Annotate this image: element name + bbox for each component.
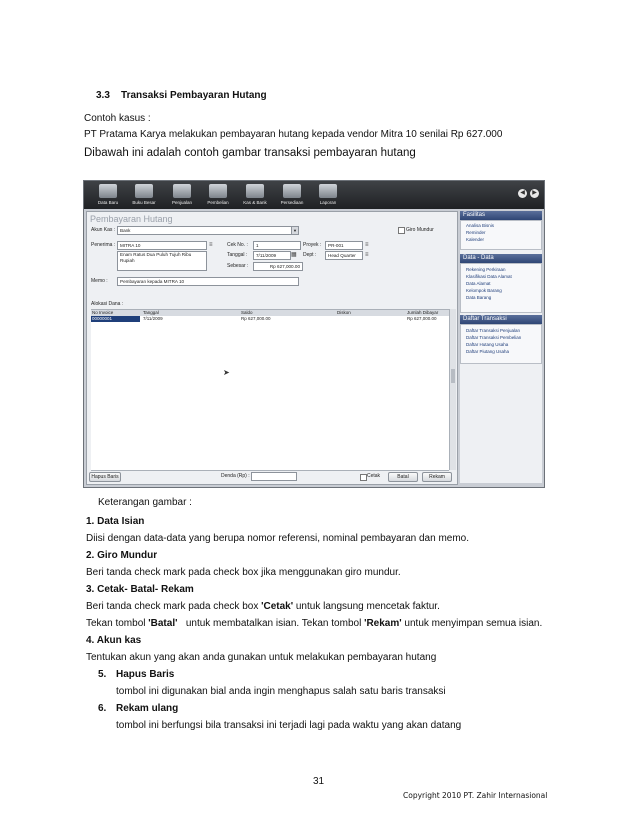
toolbar-label: Laporan bbox=[319, 200, 337, 205]
data-data-panel bbox=[460, 263, 542, 313]
grid-header bbox=[91, 309, 449, 316]
toolbar-pembelian-button[interactable] bbox=[200, 183, 236, 207]
nav-back-icon[interactable]: ◀ bbox=[518, 189, 527, 198]
note-4-body: Tentukan akun yang akan anda gunakan untuk melakukan pembayaran hutang bbox=[86, 652, 437, 663]
note-5-heading: Hapus Baris bbox=[116, 669, 175, 680]
rekam-button[interactable]: Rekam bbox=[422, 472, 452, 482]
section-title: Transaksi Pembayaran Hutang bbox=[121, 90, 267, 101]
note-3-line-2 bbox=[86, 618, 542, 630]
akun-kas-select[interactable] bbox=[117, 226, 299, 235]
fasilitas-panel bbox=[460, 220, 542, 250]
cetak-checkbox[interactable] bbox=[360, 474, 367, 481]
payment-form bbox=[86, 211, 458, 485]
cell-jumlah: Rp 627,000.00 bbox=[407, 316, 437, 321]
proyek-field[interactable]: PR-001 bbox=[325, 241, 363, 250]
link-daftar-penjualan[interactable]: Daftar Transaksi Penjualan bbox=[466, 328, 521, 333]
penerima-label: Penerima : bbox=[91, 242, 116, 248]
penerima-field[interactable]: MITRA 10 bbox=[117, 241, 207, 250]
lookup-icon[interactable]: ≡ bbox=[209, 242, 213, 248]
dept-field[interactable]: Head Quarter bbox=[325, 251, 363, 260]
toolbar-laporan-button[interactable] bbox=[310, 183, 346, 207]
link-data-barang[interactable]: Data Barang bbox=[466, 295, 492, 300]
toolbar-label: Kas & Bank bbox=[243, 200, 267, 205]
dept-label: Dept : bbox=[303, 252, 317, 258]
app-toolbar bbox=[84, 181, 544, 209]
toolbar-label: Buku Besar bbox=[132, 200, 156, 205]
memo-field[interactable]: Pembayaran kepada MITRA 10 bbox=[117, 277, 299, 286]
akun-kas-value: Bank bbox=[120, 228, 131, 233]
note-4-heading: 4. Akun kas bbox=[86, 635, 142, 646]
purchase-icon bbox=[209, 184, 227, 198]
report-icon bbox=[319, 184, 337, 198]
note-6-heading: Rekam ulang bbox=[116, 703, 179, 714]
sebesar-label: Sebesar : bbox=[227, 263, 249, 269]
link-kelompok-barang[interactable]: Kelompok Barang bbox=[466, 288, 502, 293]
cell-saldo: Rp 627,000.00 bbox=[241, 316, 271, 321]
keterangan-label: Keterangan gambar : bbox=[98, 497, 192, 508]
cetak-label: Cetak bbox=[367, 473, 381, 479]
tanggal-field[interactable]: 7/11/2009 bbox=[253, 251, 291, 260]
note-6-number: 6. bbox=[98, 703, 107, 714]
grid-body[interactable] bbox=[91, 322, 449, 471]
link-daftar-pembelian[interactable]: Daftar Transaksi Pembelian bbox=[466, 335, 522, 340]
akun-kas-label: Akun Kas : bbox=[91, 227, 116, 233]
inventory-icon bbox=[283, 184, 301, 198]
note-3-heading: 3. Cetak- Batal- Rekam bbox=[86, 584, 194, 595]
text-run: untuk langsung mencetak faktur. bbox=[293, 601, 440, 612]
toolbar-persediaan-button[interactable] bbox=[274, 183, 310, 207]
section-number: 3.3 bbox=[96, 90, 110, 101]
app-screenshot bbox=[83, 180, 545, 488]
link-daftar-piutang[interactable]: Daftar Piutang Usaha bbox=[466, 349, 510, 354]
link-rekening[interactable]: Rekening Perkiraan bbox=[466, 267, 506, 272]
memo-label: Memo : bbox=[91, 278, 108, 284]
col-header: Jumlah Dibayar bbox=[407, 310, 439, 315]
tanggal-label: Tanggal : bbox=[227, 252, 248, 258]
batal-term: 'Batal' bbox=[148, 618, 178, 629]
lookup-icon[interactable]: ≡ bbox=[365, 242, 369, 248]
link-kalender[interactable]: Kalender bbox=[466, 237, 485, 242]
daftar-transaksi-panel bbox=[460, 324, 542, 364]
toolbar-label: Pembelian bbox=[207, 200, 229, 205]
scroll-thumb[interactable] bbox=[451, 369, 455, 383]
new-data-icon bbox=[99, 184, 117, 198]
alokasi-label: Alokasi Dana : bbox=[91, 301, 124, 307]
toolbar-label: Penjualan bbox=[171, 200, 193, 205]
form-title: Pembayaran Hutang bbox=[90, 214, 173, 224]
side-panel bbox=[460, 211, 542, 483]
section-heading bbox=[96, 90, 267, 102]
daftar-transaksi-header: Daftar Transaksi bbox=[460, 315, 542, 324]
note-2-body: Beri tanda check mark pada check box jika menggunakan giro mundur. bbox=[86, 567, 401, 578]
chevron-down-icon: ▼ bbox=[291, 227, 298, 234]
link-analisa-bisnis[interactable]: Analisa Bisnis bbox=[466, 223, 495, 228]
toolbar-label: Persediaan bbox=[280, 200, 304, 205]
nav-forward-icon[interactable]: ▶ bbox=[530, 189, 539, 198]
cash-bank-icon bbox=[246, 184, 264, 198]
lookup-icon[interactable]: ≡ bbox=[365, 252, 369, 258]
text-run: untuk menyimpan semua isian. bbox=[401, 618, 543, 629]
col-header: No Invoice bbox=[92, 310, 114, 315]
toolbar-data-baru-button[interactable] bbox=[90, 183, 126, 207]
data-data-header: Data - Data bbox=[460, 254, 542, 263]
ledger-icon bbox=[135, 184, 153, 198]
giro-mundur-label: Giro Mundur bbox=[406, 227, 434, 233]
case-text: PT Pratama Karya melakukan pembayaran hutang kepada vendor Mitra 10 senilai Rp 627.000 bbox=[84, 129, 503, 140]
copyright: Copyright 2010 PT. Zahir Internasional bbox=[403, 791, 548, 800]
note-5-body: tombol ini digunakan bial anda ingin menghapus salah satu baris transaksi bbox=[116, 686, 446, 697]
proyek-label: Proyek : bbox=[303, 242, 322, 248]
col-header: Diskon bbox=[337, 310, 351, 315]
note-3-line-1 bbox=[86, 601, 440, 613]
address-field[interactable]: Enam Ratus Dua Puluh Tujuh Ribu Rupiah bbox=[117, 251, 207, 271]
toolbar-buku-besar-button[interactable] bbox=[126, 183, 162, 207]
note-1-body: Diisi dengan data-data yang berupa nomor referensi, nominal pembayaran dan memo. bbox=[86, 533, 470, 544]
cek-no-label: Cek No. : bbox=[227, 242, 248, 248]
batal-button[interactable]: Batal bbox=[388, 472, 418, 482]
text-run: Beri tanda check mark pada check box bbox=[86, 601, 262, 612]
denda-label: Denda (Rp) : bbox=[221, 473, 250, 479]
cetak-term: 'Cetak' bbox=[261, 601, 294, 612]
toolbar-kas-bank-button[interactable] bbox=[237, 183, 273, 207]
col-header: Tanggal bbox=[143, 310, 159, 315]
toolbar-penjualan-button[interactable] bbox=[164, 183, 200, 207]
note-1-heading: 1. Data Isian bbox=[86, 516, 145, 527]
link-reminder[interactable]: Reminder bbox=[466, 230, 486, 235]
note-2-heading: 2. Giro Mundur bbox=[86, 550, 158, 561]
cell-invoice: 00000001 bbox=[91, 316, 140, 322]
sebesar-field[interactable]: Rp 627,000.00 bbox=[253, 262, 303, 271]
text-run: Tekan tombol bbox=[86, 618, 149, 629]
hapus-baris-button[interactable]: Hapus Baris bbox=[89, 472, 121, 482]
cell-tanggal: 7/11/2009 bbox=[143, 316, 163, 321]
mouse-cursor-icon: ➤ bbox=[223, 368, 230, 377]
fasilitas-header: Fasilitas bbox=[460, 211, 542, 220]
note-6-body: tombol ini berfungsi bila transaksi ini terjadi lagi pada waktu yang akan datang bbox=[116, 720, 462, 731]
rekam-term: 'Rekam' bbox=[364, 618, 402, 629]
toolbar-label: Data Baru bbox=[97, 200, 119, 205]
calendar-icon[interactable]: ▦ bbox=[291, 252, 297, 258]
cek-no-field[interactable]: 1 bbox=[253, 241, 301, 250]
col-header: Saldo bbox=[241, 310, 253, 315]
sales-icon bbox=[173, 184, 191, 198]
giro-mundur-checkbox[interactable] bbox=[398, 227, 405, 234]
figure-intro: Dibawah ini adalah contoh gambar transaksi pembayaran hutang bbox=[84, 147, 416, 159]
page-number: 31 bbox=[313, 776, 325, 787]
denda-field[interactable] bbox=[251, 472, 297, 481]
case-label: Contoh kasus : bbox=[84, 113, 151, 124]
link-klasifikasi[interactable]: Klasifikasi Data Alamat bbox=[466, 274, 512, 279]
text-run: untuk membatalkan isian. Tekan tombol bbox=[177, 618, 365, 629]
vertical-scrollbar[interactable] bbox=[449, 309, 456, 470]
note-5-number: 5. bbox=[98, 669, 107, 680]
link-data-alamat[interactable]: Data Alamat bbox=[466, 281, 491, 286]
link-daftar-hutang[interactable]: Daftar Hutang Usaha bbox=[466, 342, 509, 347]
